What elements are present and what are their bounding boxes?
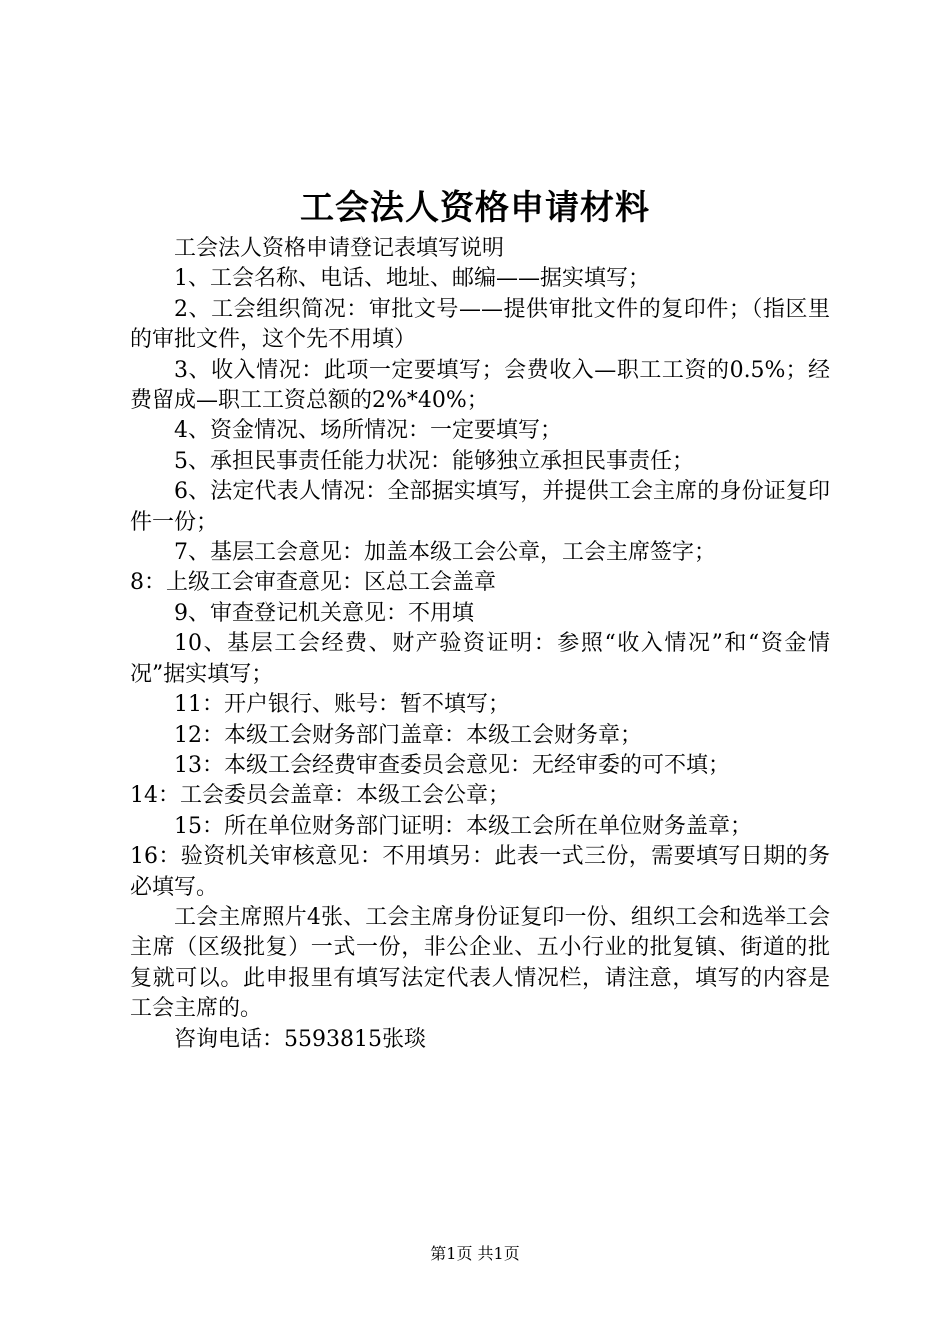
paragraph-item-9: 9、审查登记机关意见：不用填 <box>174 600 474 626</box>
paragraph-item-6: 6、法定代表人情况：全部据实填写，并提供工会主席的身份证复印件一份； <box>130 479 830 535</box>
paragraph-item-15: 15：所在单位财务部门证明：本级工会所在单位财务盖章； <box>174 813 752 839</box>
paragraph-item-16: 16：验资机关审核意见：不用填另：此表一式三份，需要填写日期的务必填写。 <box>130 844 830 900</box>
paragraph-item-3: 3、收入情况：此项一定要填写；会费收入—职工工资的0.5%；经费留成—职工工资总额的2%*40%； <box>130 357 830 414</box>
paragraph-item-8: 8：上级工会审查意见：区总工会盖章 <box>130 570 496 596</box>
paragraph-item-4: 4、资金情况、场所情况：一定要填写； <box>174 418 562 444</box>
paragraph-item-5: 5、承担民事责任能力状况：能够独立承担民事责任； <box>174 448 694 474</box>
paragraph-item-2: 2、工会组织简况：审批文号——提供审批文件的复印件；（指区里的审批文件，这个先不用填） <box>130 296 830 353</box>
paragraph-item-10: 10、基层工会经费、财产验资证明：参照“收入情况”和“资金情况”据实填写； <box>130 631 830 687</box>
document-body <box>130 234 830 1055</box>
paragraph-item-13: 13：本级工会经费审查委员会意见：无经审委的可不填； <box>174 752 730 778</box>
paragraph-additional-materials: 工会主席照片4张、工会主席身份证复印一份、组织工会和选举工会主席（区级批复）一式一份，非公企业、五小行业的批复镇、街道的批复就可以。此申报里有填写法定代表人情况栏，请注意，填写的内容是工会主席的。 <box>130 904 830 1022</box>
paragraph-item-14: 14：工会委员会盖章：本级工会公章； <box>130 783 510 809</box>
page-number-footer: 第1页 共1页 <box>430 1244 520 1263</box>
document-title: 工会法人资格申请材料 <box>300 188 650 228</box>
paragraph-form-instructions-heading: 工会法人资格申请登记表填写说明 <box>174 236 505 261</box>
paragraph-item-11: 11：开户银行、账号：暂不填写； <box>174 692 510 718</box>
paragraph-item-1: 1、工会名称、电话、地址、邮编——据实填写； <box>174 266 650 292</box>
paragraph-contact-phone: 咨询电话：5593815张琰 <box>174 1026 426 1052</box>
paragraph-item-7: 7、基层工会意见：加盖本级工会公章，工会主席签字； <box>174 540 716 566</box>
paragraph-item-12: 12：本级工会财务部门盖章：本级工会财务章； <box>174 722 642 748</box>
